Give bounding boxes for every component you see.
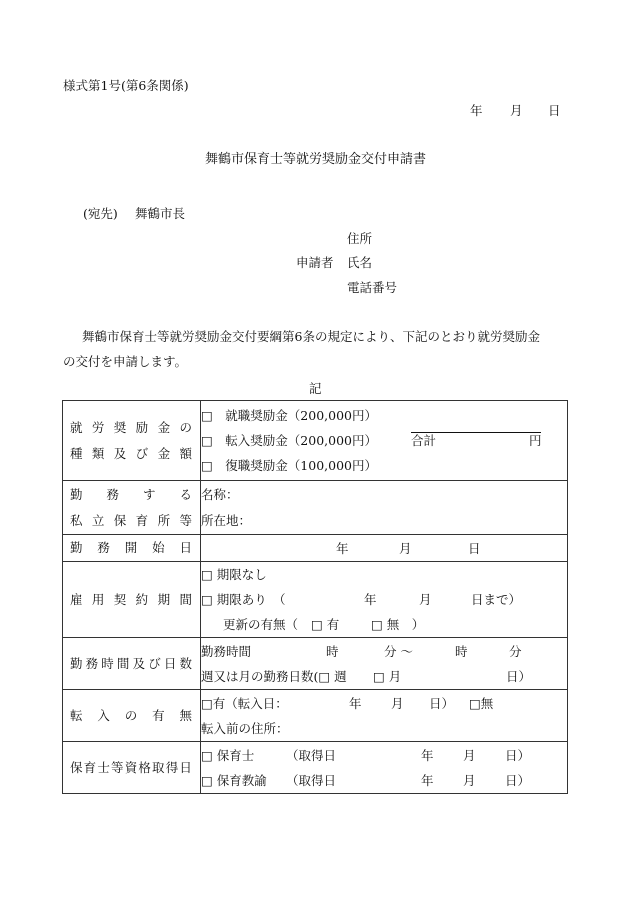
childcare-worker-date-label: （取得日	[286, 747, 337, 763]
employment-incentive-checkbox[interactable]: □ 就職奨励金（200,000円）	[201, 408, 378, 423]
renewal-label: 更新の有無（	[223, 617, 299, 632]
address-label: 住所	[347, 231, 373, 246]
weekly-days-checkbox[interactable]: 週又は月の勤務日数(□ 週	[201, 668, 347, 684]
workplace-label-line2: 私 立 保 育 所 等	[70, 512, 192, 528]
start-date-label: 勤 務 開 始 日	[63, 535, 201, 562]
relocation-label: 転 入 の 有 無	[63, 690, 201, 742]
phone-label: 電話番号	[347, 280, 398, 295]
form-number: 様式第1号(第6条関係)	[63, 78, 189, 93]
childcare-worker-month: 月	[463, 747, 476, 763]
working-hours-value	[201, 638, 568, 690]
applicant-label: 申請者	[296, 255, 334, 270]
working-hours-label: 勤 務 時 間 及 び 日 数	[63, 638, 201, 690]
childcare-worker-checkbox[interactable]: □ 保育士	[201, 747, 255, 763]
renewal-no-checkbox[interactable]: □ 無 ）	[371, 617, 425, 632]
incentive-type-label	[63, 401, 201, 481]
relocation-yes-checkbox[interactable]: □有（転入日：	[201, 695, 288, 711]
start-year: 年	[336, 540, 349, 556]
childcare-teacher-day: 日）	[505, 772, 531, 788]
row-incentive-type	[63, 401, 568, 481]
relocation-year: 年	[349, 695, 362, 711]
workplace-label-line1: 勤 務 す る	[70, 486, 192, 502]
hours-label: 勤務時間	[201, 643, 252, 659]
days-unit: 日）	[506, 668, 532, 684]
renewal-yes-checkbox[interactable]: □ 有	[311, 617, 340, 632]
start-month: 月	[399, 540, 412, 556]
addressee-name: 舞鶴市長	[135, 206, 186, 221]
reemployment-incentive-checkbox[interactable]: □ 復職奨励金（100,000円）	[201, 458, 378, 473]
no-term-checkbox[interactable]: □ 期限なし	[201, 567, 267, 582]
workplace-address-field[interactable]: 所在地：	[201, 512, 252, 528]
application-table	[62, 400, 568, 794]
workplace-label	[63, 481, 201, 535]
relocation-value	[201, 690, 568, 742]
row-qualification-date	[63, 742, 568, 794]
monthly-days-checkbox[interactable]: □ 月	[373, 668, 402, 684]
row-workplace	[63, 481, 568, 535]
relocation-day: 日）	[429, 695, 455, 711]
previous-address-field[interactable]: 転入前の住所：	[201, 720, 289, 736]
childcare-teacher-year: 年	[421, 772, 434, 788]
date-year: 年	[470, 103, 483, 118]
row-relocation	[63, 690, 568, 742]
start-date-value[interactable]	[201, 535, 568, 562]
childcare-teacher-checkbox[interactable]: □ 保育教諭	[201, 772, 267, 788]
childcare-teacher-date-label: （取得日	[286, 772, 337, 788]
workplace-name-field[interactable]: 名称：	[201, 486, 239, 502]
term-until: 日まで）	[471, 592, 522, 607]
term-month: 月	[419, 592, 432, 607]
childcare-worker-year: 年	[421, 747, 434, 763]
contract-period-value	[201, 562, 568, 638]
qualification-date-label: 保 育 士 等 資 格 取 得 日	[63, 742, 201, 794]
body-text-line2: の交付を申請します。	[63, 354, 188, 369]
term-year: 年	[364, 592, 377, 607]
addressee-prefix: (宛先)	[83, 206, 118, 221]
childcare-teacher-month: 月	[463, 772, 476, 788]
total-unit: 円	[529, 433, 542, 448]
relocation-no-checkbox[interactable]: □無	[469, 695, 494, 711]
relocation-month: 月	[391, 695, 404, 711]
date-month: 月	[510, 103, 523, 118]
date-day: 日	[548, 103, 561, 118]
incentive-type-label-line2: 種 類 及 び 金 額	[70, 445, 192, 461]
name-label: 氏名	[347, 255, 373, 270]
row-start-date	[63, 535, 568, 562]
fixed-term-checkbox[interactable]: □ 期限あり （	[201, 592, 286, 607]
workplace-value	[201, 481, 568, 535]
qualification-date-value	[201, 742, 568, 794]
row-working-hours	[63, 638, 568, 690]
row-contract-period	[63, 562, 568, 638]
contract-period-label: 雇 用 契 約 期 間	[63, 562, 201, 638]
minute-to: 分	[509, 643, 522, 659]
hour-to: 時	[455, 643, 468, 659]
incentive-type-label-line1: 就 労 奨 励 金 の	[70, 419, 192, 435]
document-title: 舞鶴市保育士等就労奨励金交付申請書	[205, 152, 427, 167]
start-day: 日	[468, 540, 481, 556]
minute-from: 分 ～	[384, 643, 413, 659]
incentive-type-value	[201, 401, 568, 481]
ki-label: 記	[309, 381, 322, 396]
total-label: 合計	[411, 433, 437, 448]
hour-from: 時	[326, 643, 339, 659]
childcare-worker-day: 日）	[505, 747, 531, 763]
relocation-incentive-checkbox[interactable]: □ 転入奨励金（200,000円）	[201, 433, 378, 448]
body-text-line1: 舞鶴市保育士等就労奨励金交付要綱第6条の規定により、下記のとおり就労奨励金	[82, 329, 540, 344]
